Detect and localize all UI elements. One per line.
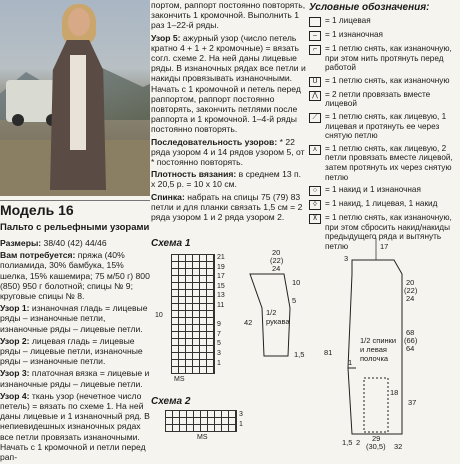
num-body-right-2: (22) — [404, 286, 418, 295]
legend-item — [309, 44, 460, 73]
legend-text: = 2 петли провязать вместе лицевой — [325, 89, 431, 109]
legend-symbol-icon: ⊼ — [309, 214, 321, 224]
scheme1-ms: MS — [174, 376, 185, 383]
model-title: Модель 16 — [0, 200, 150, 220]
scheme2-ms: MS — [197, 434, 208, 441]
legend-item — [309, 199, 460, 210]
col-a-paragraph-text: платочная вязка = лицевые и изнаночные ряды – лицевые петли. — [0, 368, 150, 389]
legend-symbol-icon: – — [309, 31, 321, 41]
legend-text: = 1 петлю снять, как изнаночную, при этом нить протянуть перед работой — [325, 44, 452, 73]
legend-symbol-icon: ⋀ — [309, 91, 321, 101]
col-a-paragraph-text: 38/40 (42) 44/46 — [41, 238, 107, 248]
scheme1-row-number: 9 — [217, 321, 221, 329]
legend-title: Условные обозначения: — [309, 2, 430, 13]
scheme1-row-number: 5 — [217, 340, 221, 348]
legend-item — [309, 90, 460, 109]
scheme1-row-number: 15 — [217, 282, 225, 290]
col-a-paragraph — [0, 368, 150, 388]
legend-text: = 1 петлю снять, как изнаночную, при этом сбросить накид/накиды предыдущего ряда и вытянуть петлю — [325, 213, 452, 251]
col-b-paragraph-heading: Последовательность узоров: — [151, 136, 278, 147]
scheme2-row-3: 3 — [239, 411, 243, 418]
col-b-paragraph-heading: Спинка: — [151, 191, 185, 202]
legend-symbol-icon: ⟋ — [309, 113, 321, 123]
legend-symbol-icon — [309, 17, 321, 27]
scheme2-title: Схема 2 — [151, 396, 191, 407]
legend-text: = 1 накид, 1 лицевая, 1 накид — [325, 199, 438, 209]
num-42: 42 — [244, 318, 253, 327]
instructions-text-a — [0, 238, 150, 464]
col-a-paragraph-text: пряжа (40% полиамида, 30% бамбука, 15% шелка, 15% кашемира; 75 м/50 г) 800 (850) 950 г болотной; спицы № 9; круговые спицы № 8. — [0, 250, 150, 302]
num-1: 1 — [348, 358, 353, 367]
col-a-paragraph — [0, 238, 150, 248]
num-body-right-1: 20 — [406, 278, 415, 287]
num-bottom-3: 32 — [394, 442, 403, 451]
photo-inner-top — [70, 55, 86, 150]
scheme1-row-number: 3 — [217, 350, 221, 357]
num-sleeve-top-1: 20 — [272, 248, 281, 257]
legend-symbol-icon: ⋏ — [309, 145, 321, 155]
col-b-paragraph — [151, 169, 307, 189]
col-a-paragraph — [0, 303, 150, 334]
num-body-right-3: 24 — [406, 294, 415, 303]
legend-item — [309, 112, 460, 141]
num-37: 37 — [408, 398, 417, 407]
legend-text: = 1 петлю снять, как лицевую, 2 петли провязать вместе лицевой, затем протянуть их через снятую петлю — [325, 143, 453, 182]
col-a-paragraph-text: изнаночная гладь = лицевые ряды – изнаночные петли, изнаночные ряды – лицевые петли. — [0, 303, 148, 334]
legend-item — [309, 30, 460, 41]
num-18: 18 — [390, 388, 399, 397]
col-b-paragraph-text: портом, раппорт постоянно повторять, закончить 1 кромочной. Выполнить 1 раз 1–22-й ряды. — [151, 0, 306, 31]
col-b-paragraph-text: ажурный узор (число петель кратно 4 + 1 + 2 кромочные) = вязать согл. схеме 2. На ней даны лицевые ряды. В изнаночных рядах все петли и накиды провязывать изнаночными. Начать с 1 кромочной и петель перед раппортом, раппорт постоянно повторять, закончить петлями после раппорта и 1 кромочной. 1–4-й ряды постоянно повторять. — [151, 32, 306, 135]
legend-symbol-icon: ◊ — [309, 200, 321, 210]
legend-symbol-icon: ⌐ — [309, 45, 321, 55]
num-68: 68 — [406, 328, 415, 337]
pocket-shape — [364, 378, 388, 432]
col-b-paragraph-heading: Плотность вязания: — [151, 169, 237, 180]
legend-item — [309, 76, 460, 87]
num-66: (66) — [404, 336, 418, 345]
scheme2-grid — [165, 410, 237, 432]
num-bottom-2: (30,5) — [366, 442, 386, 451]
col-b-paragraph-heading: Узор 5: — [151, 32, 181, 43]
col-b-paragraph — [151, 192, 307, 223]
body-label: 1/2 спинки и левая полочка — [360, 336, 397, 363]
col-a-paragraph — [0, 391, 150, 462]
scheme1-row-number: 10 — [155, 311, 163, 319]
scheme1-row-number: 13 — [217, 292, 225, 300]
num-5: 5 — [292, 296, 297, 305]
instructions-text-b — [151, 0, 307, 224]
scheme1-row-number: 1 — [217, 359, 221, 367]
legend-text: = 1 изнаночная — [325, 30, 383, 39]
col-b-paragraph-text: * 22 ряда узором 4 и 14 рядов узором 5, от * постоянно повторять. — [151, 136, 305, 168]
pattern-drawing — [244, 238, 460, 451]
sleeve-label: 1/2 рукава — [266, 308, 290, 326]
scheme1-row-number: 17 — [217, 273, 225, 281]
col-a-paragraph-heading: Вам потребуется: — [0, 250, 76, 261]
legend-symbol-icon: ○ — [309, 186, 321, 196]
legend-text: = 1 петлю снять, как изнаночную — [325, 75, 450, 85]
col-a-paragraph-heading: Узор 2: — [0, 335, 30, 346]
scheme1-row-number: 11 — [217, 302, 225, 309]
scheme2-row-1: 1 — [239, 421, 243, 428]
legend-text: = 1 накид и 1 изнаночная — [325, 185, 421, 195]
col-a-paragraph-text: лицевая гладь = лицевые ряды – лицевые петли, изнаночные ряды – изнаночные петли. — [0, 335, 143, 367]
photo-head — [68, 8, 90, 36]
scheme1-grid — [171, 254, 215, 374]
legend-item — [309, 185, 460, 196]
col-a-paragraph-heading: Узор 3: — [0, 368, 30, 379]
legend-item — [309, 16, 460, 27]
legend-item — [309, 144, 460, 182]
num-sleeve-top-3: 24 — [272, 264, 281, 273]
col-a-paragraph-heading: Узор 4: — [0, 390, 30, 401]
col-a-paragraph-text: ткань узор (нечетное число петель) = вязать по схеме 1. На ней даны лицевые и 1 изнаночный ряд. В непиевидешных изнаночных рядах все петли провязать изнаночными. Начать с 1 кромочной и петли перед рап- — [0, 390, 150, 463]
col-b-paragraph — [151, 33, 307, 135]
num-10: 10 — [292, 278, 301, 287]
col-a-paragraph — [0, 336, 150, 367]
legend-text: = 1 петлю снять, как лицевую, 1 лицевая и протянуть ее через снятую петлю — [325, 111, 447, 141]
num-sleeve-top-2: (22) — [270, 256, 284, 265]
num-64: 64 — [406, 344, 415, 353]
col-a-paragraph-heading: Размеры: — [0, 238, 42, 248]
col-a-paragraph-heading: Узор 1: — [0, 303, 30, 314]
num-1-5-body: 1,5 — [342, 438, 353, 447]
scheme1-row-number: 7 — [217, 330, 221, 338]
num-81: 81 — [324, 348, 333, 357]
scheme1-row-number: 19 — [217, 263, 225, 271]
model-photo — [0, 0, 150, 196]
num-2: 2 — [356, 438, 361, 447]
col-b-paragraph — [151, 137, 307, 168]
col-b-paragraph-text: в среднем 13 п. х 20,5 р. = 10 х 10 см. — [151, 169, 302, 190]
scheme1-row-number: 21 — [217, 254, 225, 261]
legend-symbol-icon: U — [309, 77, 321, 87]
num-1-5-sleeve: 1,5 — [294, 350, 305, 359]
model-subtitle: Пальто с рельефными узорами — [0, 222, 150, 233]
col-a-paragraph — [0, 250, 150, 301]
legend-list — [309, 16, 460, 255]
num-bottom-1: 29 — [372, 434, 381, 443]
num-body-top-1: 17 — [380, 242, 389, 251]
num-3: 3 — [344, 254, 349, 263]
col-b-paragraph — [151, 0, 307, 31]
legend-text: = 1 лицевая — [325, 16, 371, 25]
scheme1-title: Схема 1 — [151, 238, 191, 249]
col-b-paragraph-text: набрать на спицы 75 (79) 83 петли и для планки связать 1,5 см = 2 ряда узором 1 и 2 ряда узором 2. — [151, 191, 303, 223]
